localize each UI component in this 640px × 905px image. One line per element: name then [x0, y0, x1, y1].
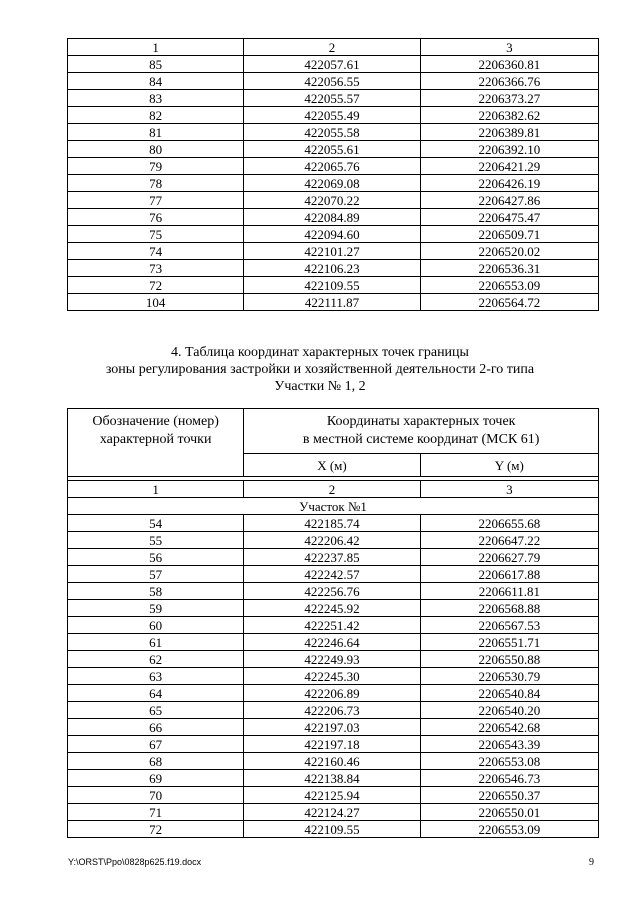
y-coordinate: 2206564.72 [420, 294, 598, 311]
point-number: 56 [68, 549, 244, 566]
x-coordinate: 422138.84 [244, 770, 420, 787]
x-coordinate: 422084.89 [244, 209, 420, 226]
x-coordinate: 422065.76 [244, 158, 420, 175]
y-coordinate: 2206550.88 [420, 651, 598, 668]
y-coordinate: 2206540.84 [420, 685, 598, 702]
x-coordinate: 422256.76 [244, 583, 420, 600]
point-number: 74 [68, 243, 244, 260]
point-number: 59 [68, 600, 244, 617]
x-coordinate: 422101.27 [244, 243, 420, 260]
point-number: 79 [68, 158, 244, 175]
section-row [68, 498, 599, 515]
y-coordinate: 2206546.73 [420, 770, 598, 787]
x-coordinate: 422069.08 [244, 175, 420, 192]
table-row [68, 668, 599, 685]
x-coordinate: 422251.42 [244, 617, 420, 634]
y-coordinate: 2206421.29 [420, 158, 598, 175]
point-number: 78 [68, 175, 244, 192]
x-coordinate: 422055.57 [244, 90, 420, 107]
point-number: 69 [68, 770, 244, 787]
point-number: 55 [68, 532, 244, 549]
table-row [68, 175, 599, 192]
table-row [68, 702, 599, 719]
x-coordinate: 422237.85 [244, 549, 420, 566]
x-coordinate: 422111.87 [244, 294, 420, 311]
point-number: 63 [68, 668, 244, 685]
x-coordinate: 422185.74 [244, 515, 420, 532]
column-number-row [68, 39, 599, 56]
point-number: 68 [68, 753, 244, 770]
point-number: 104 [68, 294, 244, 311]
point-number: 62 [68, 651, 244, 668]
table-row [68, 787, 599, 804]
y-coordinate: 2206373.27 [420, 90, 598, 107]
x-coordinate: 422055.58 [244, 124, 420, 141]
header-text: характерной точки [99, 432, 212, 447]
table-row [68, 617, 599, 634]
point-number: 80 [68, 141, 244, 158]
table-row [68, 515, 599, 532]
point-number: 66 [68, 719, 244, 736]
table-row [68, 566, 599, 583]
table-row [68, 685, 599, 702]
y-coordinate: 2206550.37 [420, 787, 598, 804]
y-coordinate: 2206553.09 [420, 821, 598, 838]
table-row [68, 90, 599, 107]
table-row [68, 753, 599, 770]
x-coordinate: 422206.89 [244, 685, 420, 702]
table-body [68, 56, 599, 311]
column-number: 3 [420, 481, 598, 498]
table-caption [0, 344, 640, 395]
point-number: 58 [68, 583, 244, 600]
y-coordinate: 2206509.71 [420, 226, 598, 243]
table-row [68, 583, 599, 600]
x-coordinate: 422109.55 [244, 277, 420, 294]
table-body [68, 515, 599, 838]
y-coordinate: 2206617.88 [420, 566, 598, 583]
table-row [68, 651, 599, 668]
point-number: 54 [68, 515, 244, 532]
table-row [68, 634, 599, 651]
coordinates-table-continued [67, 38, 599, 311]
section-label: Участок №1 [68, 498, 599, 515]
header-text: в местной системе координат (МСК 61) [302, 432, 540, 447]
header-point-id [68, 409, 244, 477]
x-coordinate: 422242.57 [244, 566, 420, 583]
y-coordinate: 2206551.71 [420, 634, 598, 651]
table-row [68, 821, 599, 838]
point-number: 83 [68, 90, 244, 107]
x-coordinate: 422160.46 [244, 753, 420, 770]
y-coordinate: 2206382.62 [420, 107, 598, 124]
point-number: 67 [68, 736, 244, 753]
y-coordinate: 2206627.79 [420, 549, 598, 566]
table-row [68, 277, 599, 294]
point-number: 72 [68, 821, 244, 838]
point-number: 85 [68, 56, 244, 73]
column-number-row [68, 481, 599, 498]
column-number: 1 [68, 481, 244, 498]
table-row [68, 243, 599, 260]
table-row [68, 294, 599, 311]
y-coordinate: 2206360.81 [420, 56, 598, 73]
point-number: 57 [68, 566, 244, 583]
table-row [68, 56, 599, 73]
y-coordinate: 2206611.81 [420, 583, 598, 600]
x-coordinate: 422206.42 [244, 532, 420, 549]
table-row [68, 141, 599, 158]
point-number: 76 [68, 209, 244, 226]
x-coordinate: 422197.03 [244, 719, 420, 736]
y-coordinate: 2206553.09 [420, 277, 598, 294]
header-text: Обозначение (номер) [92, 414, 219, 429]
point-number: 81 [68, 124, 244, 141]
point-number: 71 [68, 804, 244, 821]
table-row [68, 158, 599, 175]
y-coordinate: 2206655.68 [420, 515, 598, 532]
x-coordinate: 422246.64 [244, 634, 420, 651]
point-number: 64 [68, 685, 244, 702]
caption-line: зоны регулирования застройки и хозяйственной деятельности 2-го типа [105, 362, 535, 377]
header-row [68, 409, 599, 454]
table-row [68, 73, 599, 90]
table-row [68, 770, 599, 787]
x-coordinate: 422070.22 [244, 192, 420, 209]
x-coordinate: 422109.55 [244, 821, 420, 838]
coordinates-table [67, 408, 599, 838]
y-coordinate: 2206543.39 [420, 736, 598, 753]
header-x: X (м) [244, 454, 420, 477]
x-coordinate: 422055.49 [244, 107, 420, 124]
header-y: Y (м) [420, 454, 598, 477]
table-row [68, 192, 599, 209]
point-number: 84 [68, 73, 244, 90]
y-coordinate: 2206392.10 [420, 141, 598, 158]
y-coordinate: 2206530.79 [420, 668, 598, 685]
x-coordinate: 422125.94 [244, 787, 420, 804]
y-coordinate: 2206542.68 [420, 719, 598, 736]
y-coordinate: 2206647.22 [420, 532, 598, 549]
y-coordinate: 2206426.19 [420, 175, 598, 192]
column-number: 1 [68, 39, 244, 56]
point-number: 65 [68, 702, 244, 719]
y-coordinate: 2206567.53 [420, 617, 598, 634]
x-coordinate: 422124.27 [244, 804, 420, 821]
y-coordinate: 2206366.76 [420, 73, 598, 90]
table-row [68, 600, 599, 617]
header-coordinates [244, 409, 599, 454]
table-row [68, 719, 599, 736]
footer-file-path: Y:\ORST\Ppo\0828p625.f19.docx [68, 857, 202, 867]
table-row [68, 804, 599, 821]
header-text: Координаты характерных точек [326, 414, 516, 429]
x-coordinate: 422197.18 [244, 736, 420, 753]
x-coordinate: 422055.61 [244, 141, 420, 158]
table-row [68, 226, 599, 243]
x-coordinate: 422245.92 [244, 600, 420, 617]
y-coordinate: 2206520.02 [420, 243, 598, 260]
x-coordinate: 422106.23 [244, 260, 420, 277]
page-number: 9 [589, 857, 594, 868]
caption-line: Участки № 1, 2 [274, 379, 366, 394]
table-row [68, 260, 599, 277]
table-row [68, 736, 599, 753]
y-coordinate: 2206553.08 [420, 753, 598, 770]
point-number: 70 [68, 787, 244, 804]
x-coordinate: 422245.30 [244, 668, 420, 685]
caption-line: 4. Таблица координат характерных точек границы [171, 345, 469, 360]
table-row [68, 549, 599, 566]
y-coordinate: 2206389.81 [420, 124, 598, 141]
x-coordinate: 422094.60 [244, 226, 420, 243]
point-number: 73 [68, 260, 244, 277]
point-number: 75 [68, 226, 244, 243]
x-coordinate: 422057.61 [244, 56, 420, 73]
table-row [68, 124, 599, 141]
x-coordinate: 422249.93 [244, 651, 420, 668]
point-number: 61 [68, 634, 244, 651]
y-coordinate: 2206475.47 [420, 209, 598, 226]
y-coordinate: 2206568.88 [420, 600, 598, 617]
x-coordinate: 422056.55 [244, 73, 420, 90]
column-number: 2 [244, 39, 420, 56]
table-row [68, 107, 599, 124]
table-row [68, 209, 599, 226]
y-coordinate: 2206550.01 [420, 804, 598, 821]
y-coordinate: 2206536.31 [420, 260, 598, 277]
point-number: 77 [68, 192, 244, 209]
point-number: 82 [68, 107, 244, 124]
point-number: 60 [68, 617, 244, 634]
point-number: 72 [68, 277, 244, 294]
y-coordinate: 2206540.20 [420, 702, 598, 719]
column-number: 3 [420, 39, 598, 56]
y-coordinate: 2206427.86 [420, 192, 598, 209]
x-coordinate: 422206.73 [244, 702, 420, 719]
table-row [68, 532, 599, 549]
column-number: 2 [244, 481, 420, 498]
